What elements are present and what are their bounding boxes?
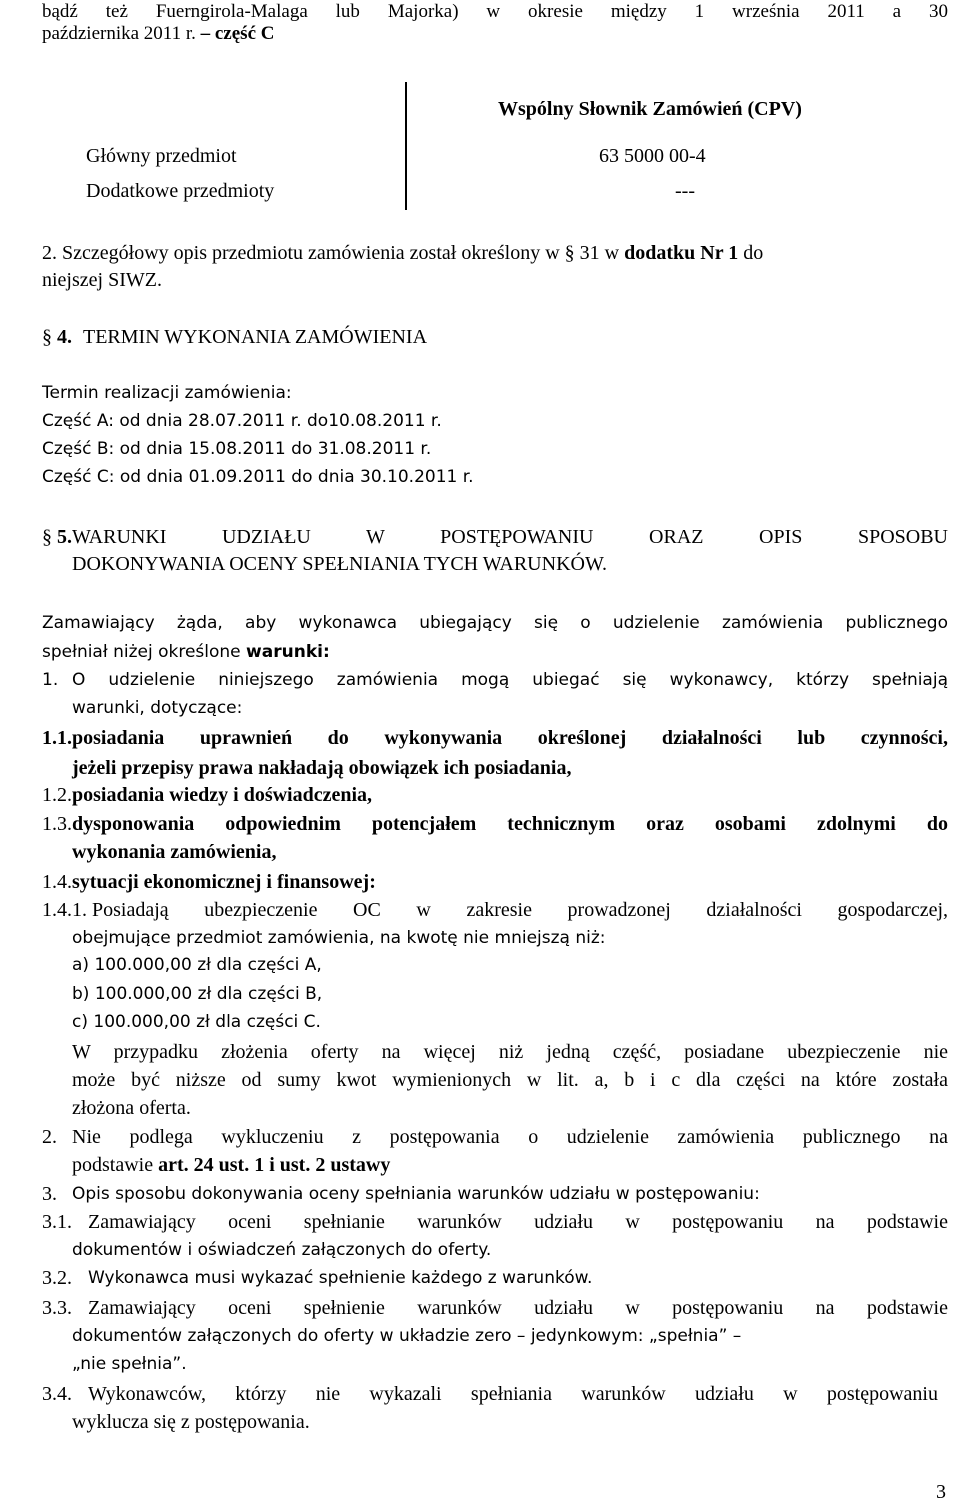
list-number: 1.4.1. bbox=[42, 899, 87, 921]
list-number: 2. bbox=[42, 1126, 57, 1148]
text-line: Część C: od dnia 01.09.2011 do dnia 30.10.2011 r. bbox=[42, 467, 474, 487]
text-line: Zamawiający oceni spełnianie warunków udziału w postępowaniu na podstawie bbox=[88, 1211, 948, 1233]
text-span: 2. Szczegółowy opis przedmiotu zamówienia został określony w bbox=[42, 242, 560, 264]
text-line bbox=[42, 241, 763, 265]
cpv-row-value: 63 5000 00-4 bbox=[599, 145, 706, 167]
text-line: Posiadają ubezpieczenie OC w zakresie prowadzonej działalności gospodarczej, bbox=[92, 899, 948, 921]
text-line: niejszej SIWZ. bbox=[42, 269, 162, 291]
text-line: posiadania uprawnień do wykonywania określonej działalności lub czynności, bbox=[72, 727, 948, 749]
bold-span: dodatku Nr 1 bbox=[624, 242, 739, 264]
text-line: wyklucza się z postępowania. bbox=[72, 1411, 310, 1433]
text-line bbox=[42, 640, 330, 664]
text-line: Wykonawca musi wykazać spełnienie każdego z warunków. bbox=[88, 1268, 593, 1288]
list-number: 1.3. bbox=[42, 813, 72, 835]
list-number: 3.3. bbox=[42, 1297, 72, 1319]
section-number: 5. bbox=[57, 526, 72, 548]
list-number: 1.4. bbox=[42, 871, 72, 893]
text-line: Część A: od dnia 28.07.2011 r. do10.08.2011 r. bbox=[42, 411, 442, 431]
cpv-row-label: Główny przedmiot bbox=[86, 145, 237, 167]
section-title: DOKONYWANIA OCENY SPEŁNIANIA TYCH WARUNKÓW. bbox=[72, 553, 607, 575]
text-line: Nie podlega wykluczeniu z postępowania o udzielenie zamówienia publicznego na bbox=[72, 1126, 948, 1148]
text-line: może być niższe od sumy kwot wymienionych w lit. a, b i c dla części na które została bbox=[72, 1069, 948, 1091]
text-line: Część B: od dnia 15.08.2011 do 31.08.2011 r. bbox=[42, 439, 432, 459]
table-divider bbox=[405, 82, 407, 210]
text-line: bądź też Fuerngirola-Malaga lub Majorka) w okresie między 1 września 2011 a 30 bbox=[42, 1, 948, 22]
text-line: Termin realizacji zamówienia: bbox=[42, 383, 292, 403]
cpv-row-label: Dodatkowe przedmioty bbox=[86, 180, 275, 202]
text-line: jeżeli przepisy prawa nakładają obowiązek ich posiadania, bbox=[72, 757, 572, 779]
section-sign-icon: § bbox=[42, 326, 52, 348]
text-span: do bbox=[738, 242, 764, 264]
text-line: wykonania zamówienia, bbox=[72, 841, 277, 863]
section-title: WARUNKI UDZIAŁU W POSTĘPOWANIU ORAZ OPIS SPOSOBU bbox=[72, 526, 948, 548]
page-number: 3 bbox=[936, 1481, 946, 1503]
section-number: 4. bbox=[57, 326, 72, 348]
section-title: TERMIN WYKONANIA ZAMÓWIENIA bbox=[83, 326, 428, 348]
section-sign-icon: § bbox=[564, 242, 575, 264]
text-span: spełniał niżej określone bbox=[42, 642, 247, 662]
text-line: obejmujące przedmiot zamówienia, na kwotę nie mniejszą niż: bbox=[72, 928, 606, 948]
list-number: 3.2. bbox=[42, 1267, 72, 1289]
text-line: „nie spełnia”. bbox=[72, 1354, 187, 1374]
text-line: W przypadku złożenia oferty na więcej niż jedną część, posiadane ubezpieczenie nie bbox=[72, 1041, 948, 1063]
list-item: b) 100.000,00 zł dla części B, bbox=[72, 984, 323, 1004]
text-line: dysponowania odpowiednim potencjałem technicznym oraz osobami zdolnymi do bbox=[72, 813, 948, 835]
cpv-header: Wspólny Słownik Zamówień (CPV) bbox=[498, 98, 802, 120]
text-line: Zamawiający oceni spełnienie warunków udziału w postępowaniu na podstawie bbox=[88, 1297, 948, 1319]
text-line: Zamawiający żąda, aby wykonawca ubiegający się o udzielenie zamówienia publicznego bbox=[42, 613, 948, 633]
list-number: 1.2. bbox=[42, 784, 72, 806]
text-line: złożona oferta. bbox=[72, 1097, 191, 1119]
text-line: posiadania wiedzy i doświadczenia, bbox=[72, 784, 373, 806]
list-number: 3. bbox=[42, 1183, 57, 1205]
text-line bbox=[42, 22, 274, 46]
bold-span: art. 24 ust. 1 i ust. 2 ustawy bbox=[158, 1154, 391, 1176]
list-number: 1. bbox=[42, 670, 59, 690]
text-line bbox=[72, 1153, 390, 1177]
text-line: O udzielenie niniejszego zamówienia mogą ubiegać się wykonawcy, którzy spełniają bbox=[72, 670, 948, 690]
text-line: dokumentów załączonych do oferty w układzie zero – jedynkowym: „spełnia” – bbox=[72, 1326, 742, 1346]
list-number: 1.1. bbox=[42, 727, 72, 749]
section-sign-icon: § bbox=[42, 526, 52, 548]
list-item: a) 100.000,00 zł dla części A, bbox=[72, 955, 322, 975]
text-span: 31 w bbox=[579, 242, 625, 264]
cpv-row-value: --- bbox=[675, 180, 695, 202]
list-number: 3.4. bbox=[42, 1383, 72, 1405]
text-span: października 2011 r. bbox=[42, 23, 201, 44]
section-heading bbox=[42, 325, 427, 349]
bold-span: – część C bbox=[200, 23, 275, 44]
bold-span: warunki: bbox=[246, 642, 330, 662]
text-line: Wykonawców, którzy nie wykazali spełniania warunków udziału w postępowaniu bbox=[88, 1383, 938, 1405]
text-line: warunki, dotyczące: bbox=[72, 698, 243, 718]
text-line: dokumentów i oświadczeń załączonych do oferty. bbox=[72, 1240, 492, 1260]
list-item: c) 100.000,00 zł dla części C. bbox=[72, 1012, 321, 1032]
text-line: Opis sposobu dokonywania oceny spełniania warunków udziału w postępowaniu: bbox=[72, 1184, 760, 1204]
text-span: podstawie bbox=[72, 1154, 159, 1176]
list-number: 3.1. bbox=[42, 1211, 72, 1233]
text-line: sytuacji ekonomicznej i finansowej: bbox=[72, 871, 376, 893]
